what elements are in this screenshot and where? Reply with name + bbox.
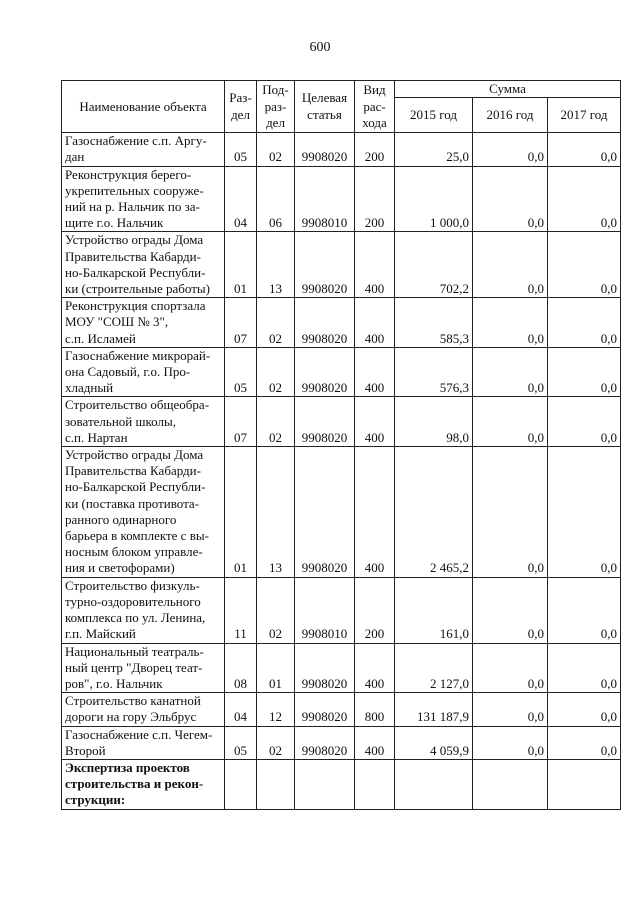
cell-2016: 0,0 bbox=[473, 166, 548, 232]
cell-name bbox=[62, 577, 225, 643]
object-name: Строительство канатной дороги на гору Эльбрус bbox=[65, 693, 201, 725]
cell-expense-type: 200 bbox=[355, 166, 395, 232]
header-sum: Сумма bbox=[395, 81, 621, 98]
cell-expense-type: 200 bbox=[355, 577, 395, 643]
cell-target: 9908020 bbox=[295, 447, 355, 578]
cell-target: 9908020 bbox=[295, 133, 355, 166]
cell-name bbox=[62, 298, 225, 348]
table-row bbox=[62, 397, 621, 447]
header-year-2016: 2016 год bbox=[473, 98, 548, 133]
cell-2015: 1 000,0 bbox=[395, 166, 473, 232]
cell-2015: 161,0 bbox=[395, 577, 473, 643]
cell-expense-type: 400 bbox=[355, 447, 395, 578]
cell-section: 01 bbox=[225, 447, 257, 578]
cell-subsection: 02 bbox=[257, 133, 295, 166]
cell-2017: 0,0 bbox=[548, 577, 621, 643]
header-section: Раз- дел bbox=[225, 81, 257, 133]
cell-subsection: 02 bbox=[257, 298, 295, 348]
table-row bbox=[62, 693, 621, 726]
budget-table bbox=[61, 80, 621, 810]
cell-expense-type: 800 bbox=[355, 693, 395, 726]
page-number: 600 bbox=[309, 40, 331, 55]
cell-section bbox=[225, 759, 257, 809]
cell-2015: 2 127,0 bbox=[395, 643, 473, 693]
cell-2015: 98,0 bbox=[395, 397, 473, 447]
cell-subsection: 13 bbox=[257, 232, 295, 298]
cell-name bbox=[62, 133, 225, 166]
table-row bbox=[62, 643, 621, 693]
cell-2015: 4 059,9 bbox=[395, 726, 473, 759]
table-row bbox=[62, 759, 621, 809]
cell-target bbox=[295, 759, 355, 809]
cell-2016: 0,0 bbox=[473, 693, 548, 726]
cell-2017: 0,0 bbox=[548, 693, 621, 726]
cell-section: 07 bbox=[225, 397, 257, 447]
object-name: Экспертиза проектов строительства и рекон- струкции: bbox=[65, 759, 204, 808]
cell-section: 08 bbox=[225, 643, 257, 693]
cell-2016 bbox=[473, 759, 548, 809]
cell-2016: 0,0 bbox=[473, 726, 548, 759]
cell-expense-type: 400 bbox=[355, 397, 395, 447]
cell-2017: 0,0 bbox=[548, 166, 621, 232]
cell-2015: 576,3 bbox=[395, 347, 473, 397]
cell-expense-type: 400 bbox=[355, 298, 395, 348]
table-row bbox=[62, 577, 621, 643]
object-name: Реконструкция спортзала МОУ "СОШ № 3", с.п. Исламей bbox=[65, 298, 206, 346]
cell-name bbox=[62, 447, 225, 578]
cell-section: 07 bbox=[225, 298, 257, 348]
cell-section: 04 bbox=[225, 693, 257, 726]
cell-section: 05 bbox=[225, 726, 257, 759]
header-target: Целевая статья bbox=[295, 81, 355, 133]
cell-2015: 702,2 bbox=[395, 232, 473, 298]
table-row bbox=[62, 347, 621, 397]
table-row bbox=[62, 232, 621, 298]
cell-2017: 0,0 bbox=[548, 298, 621, 348]
cell-2017: 0,0 bbox=[548, 232, 621, 298]
object-name: Газоснабжение с.п. Аргу- дан bbox=[65, 133, 207, 165]
cell-2017: 0,0 bbox=[548, 447, 621, 578]
cell-subsection: 13 bbox=[257, 447, 295, 578]
cell-2017 bbox=[548, 759, 621, 809]
cell-target: 9908020 bbox=[295, 232, 355, 298]
cell-2016: 0,0 bbox=[473, 447, 548, 578]
cell-target: 9908020 bbox=[295, 693, 355, 726]
table-row bbox=[62, 166, 621, 232]
cell-expense-type: 400 bbox=[355, 232, 395, 298]
cell-section: 05 bbox=[225, 133, 257, 166]
cell-target: 9908020 bbox=[295, 643, 355, 693]
object-name: Газоснабжение с.п. Чегем- Второй bbox=[65, 726, 213, 758]
object-name: Строительство физкуль- турно-оздоровительного комплекса по ул. Ленина, г.п. Майский bbox=[65, 577, 206, 642]
cell-2017: 0,0 bbox=[548, 133, 621, 166]
cell-2016: 0,0 bbox=[473, 577, 548, 643]
cell-2016: 0,0 bbox=[473, 347, 548, 397]
cell-subsection: 01 bbox=[257, 643, 295, 693]
cell-2015: 25,0 bbox=[395, 133, 473, 166]
cell-2017: 0,0 bbox=[548, 397, 621, 447]
cell-target: 9908010 bbox=[295, 166, 355, 232]
cell-expense-type: 200 bbox=[355, 133, 395, 166]
cell-target: 9908010 bbox=[295, 577, 355, 643]
cell-name bbox=[62, 693, 225, 726]
cell-subsection: 02 bbox=[257, 577, 295, 643]
cell-target: 9908020 bbox=[295, 298, 355, 348]
table-row bbox=[62, 298, 621, 348]
cell-2016: 0,0 bbox=[473, 397, 548, 447]
cell-target: 9908020 bbox=[295, 397, 355, 447]
cell-expense-type bbox=[355, 759, 395, 809]
cell-subsection: 02 bbox=[257, 347, 295, 397]
cell-2017: 0,0 bbox=[548, 643, 621, 693]
header-year-2015: 2015 год bbox=[395, 98, 473, 133]
object-name: Строительство общеобра- зовательной школы, с.п. Нартан bbox=[65, 397, 210, 445]
cell-2016: 0,0 bbox=[473, 643, 548, 693]
cell-target: 9908020 bbox=[295, 347, 355, 397]
header-name: Наименование объекта bbox=[62, 81, 225, 133]
table-row bbox=[62, 133, 621, 166]
cell-2016: 0,0 bbox=[473, 298, 548, 348]
header-subsection: Под- раз- дел bbox=[257, 81, 295, 133]
table-row bbox=[62, 447, 621, 578]
cell-expense-type: 400 bbox=[355, 347, 395, 397]
cell-2016: 0,0 bbox=[473, 232, 548, 298]
object-name: Устройство ограды Дома Правительства Кабарди- но-Балкарской Республи- ки (строительные работы) bbox=[65, 232, 210, 297]
object-name: Устройство ограды Дома Правительства Кабарди- но-Балкарской Республи- ки (поставка противота- ранного одинарного барьера в комплекте с вы- носным блоком управле- ния и светофорами) bbox=[65, 447, 209, 576]
cell-subsection: 02 bbox=[257, 726, 295, 759]
header-expense-type: Вид рас- хода bbox=[355, 81, 395, 133]
cell-2015: 131 187,9 bbox=[395, 693, 473, 726]
cell-section: 05 bbox=[225, 347, 257, 397]
cell-2015 bbox=[395, 759, 473, 809]
table-row bbox=[62, 726, 621, 759]
cell-name bbox=[62, 397, 225, 447]
cell-expense-type: 400 bbox=[355, 726, 395, 759]
cell-target: 9908020 bbox=[295, 726, 355, 759]
object-name: Реконструкция берего- укрепительных сооруже- ний на р. Нальчик по за- щите г.о. Нальчик bbox=[65, 166, 204, 231]
cell-2016: 0,0 bbox=[473, 133, 548, 166]
cell-section: 01 bbox=[225, 232, 257, 298]
cell-subsection: 12 bbox=[257, 693, 295, 726]
cell-subsection: 02 bbox=[257, 397, 295, 447]
cell-2017: 0,0 bbox=[548, 726, 621, 759]
object-name: Национальный театраль- ный центр "Дворец теат- ров", г.о. Нальчик bbox=[65, 643, 204, 691]
cell-name bbox=[62, 759, 225, 809]
cell-name bbox=[62, 643, 225, 693]
cell-subsection: 06 bbox=[257, 166, 295, 232]
cell-name bbox=[62, 726, 225, 759]
cell-subsection bbox=[257, 759, 295, 809]
cell-section: 11 bbox=[225, 577, 257, 643]
cell-section: 04 bbox=[225, 166, 257, 232]
cell-name bbox=[62, 232, 225, 298]
cell-expense-type: 400 bbox=[355, 643, 395, 693]
object-name: Газоснабжение микрорай- она Садовый, г.о. Про- хладный bbox=[65, 347, 211, 396]
cell-2015: 2 465,2 bbox=[395, 447, 473, 578]
cell-name bbox=[62, 347, 225, 397]
cell-name bbox=[62, 166, 225, 232]
cell-2017: 0,0 bbox=[548, 347, 621, 397]
cell-2015: 585,3 bbox=[395, 298, 473, 348]
header-year-2017: 2017 год bbox=[548, 98, 621, 133]
